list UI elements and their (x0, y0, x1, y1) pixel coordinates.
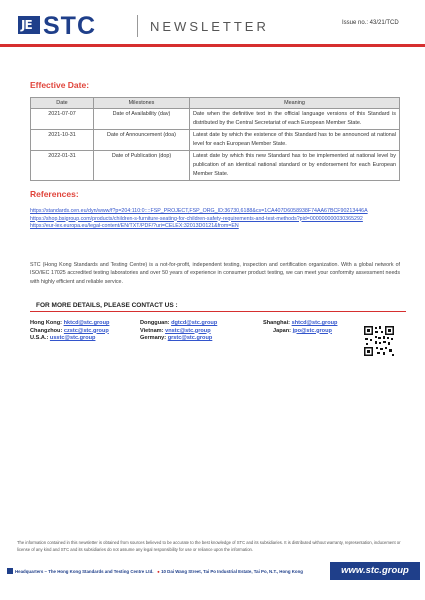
logo-mark: JE (21, 18, 32, 32)
table-row (31, 151, 400, 181)
email-link[interactable]: usstc@stc.group (49, 335, 96, 341)
contact-label: U.S.A.: (30, 335, 49, 341)
headquarters-address: 10 Dai Wang Street, Tai Po Industrial Estate, Tai Po, N.T., Hong Kong (161, 569, 303, 574)
contact-label: Changzhou: (30, 327, 63, 334)
stc-logo-icon (18, 16, 40, 34)
meaning-cell: Latest date by which this new Standard has to be implemented at national level by publication of an identical national standard or by endorsement for each European Member State. (190, 151, 400, 181)
contact-label: Dongguan: (140, 320, 170, 326)
header-rule (0, 44, 425, 47)
footer-address-line (15, 569, 303, 574)
email-link[interactable]: jpo@stc.group (292, 327, 332, 334)
references-heading: References: (30, 189, 79, 199)
table-row (31, 109, 400, 130)
contact-label: Germany: (140, 335, 167, 341)
qr-code-icon[interactable] (363, 325, 395, 357)
disclaimer-text: The information contained in this newsletter is obtained from sources believed to be accurate to the best knowledge of STC and its subsidiaries. It is distributed without warranty, representation, inducement or license of any kind and STC and its subsidiaries do not assume any legal responsibility for use or reliance upon the information. (17, 540, 401, 552)
effective-date-table (30, 97, 400, 181)
milestone-cell: Date of Publication (dop) (94, 151, 190, 181)
location-pin-icon: ● (157, 569, 160, 574)
date-cell: 2021-10-31 (31, 130, 94, 151)
website-link[interactable]: www.stc.group (330, 562, 420, 580)
headquarters-name: – The Hong Kong Standards and Testing Centre Ltd. (43, 569, 154, 574)
headquarters-label: Headquarters (15, 569, 44, 574)
email-link[interactable]: czstc@stc.group (63, 327, 109, 334)
contact-label: Vietnam: (140, 327, 164, 334)
contact-label: Hong Kong: (30, 320, 62, 326)
meaning-cell: Latest date by which the existence of this Standard has to be announced at national level for each European Member State. (190, 130, 400, 151)
logo-text: STC (43, 12, 96, 40)
reference-link[interactable]: https://standards.cen.eu/dyn/www/f?p=204:110:0::::FSP_PROJECT,FSP_ORG_ID:36730,6188&cs=1CA407D6058938F74AA67BCF90213446A (30, 208, 368, 214)
milestone-cell: Date of Announcement (doa) (94, 130, 190, 151)
email-link[interactable]: hktcd@stc.group (63, 320, 110, 326)
table-header-row (31, 98, 400, 109)
header-divider (137, 15, 138, 37)
issue-number: Issue no.: 43/21/TCD (342, 20, 399, 26)
column-header: Date (31, 98, 94, 109)
email-link[interactable]: grstc@stc.group (167, 335, 213, 341)
table-row (31, 130, 400, 151)
reference-link[interactable]: https://shop.bsigroup.com/products/children-s-furniture-seating-for-children-safety-requirements-and-test-methods?pid=000000000030365292 (30, 215, 363, 222)
date-cell: 2022-01-31 (31, 151, 94, 181)
contact-label: Shanghai: (263, 320, 291, 326)
newsletter-title: NEWSLETTER (150, 19, 269, 34)
reference-links (30, 208, 400, 231)
effective-date-heading: Effective Date: (30, 80, 90, 90)
reference-link[interactable]: https://eur-lex.europa.eu/legal-content/EN/TXT/PDF/?uri=CELEX:32013D0121&from=EN (30, 223, 239, 229)
newsletter-header (0, 0, 425, 44)
meaning-cell: Date when the definitive text in the official language versions of this Standard is distributed by the Central Secretariat of each European Member State. (190, 109, 400, 130)
email-link[interactable]: shtcd@stc.group (291, 320, 338, 326)
contact-label: Japan: (273, 327, 292, 334)
contact-column-1 (30, 320, 109, 343)
email-link[interactable]: dgtcd@stc.group (171, 320, 218, 326)
contact-heading: FOR MORE DETAILS, PLEASE CONTACT US : (30, 302, 406, 312)
contact-column-3 (263, 320, 337, 335)
column-header: Milestones (94, 98, 190, 109)
about-stc-paragraph: STC (Hong Kong Standards and Testing Centre) is a not-for-profit, independent testing, inspection and certification organization. With a global network of ISO/IEC 17025 accredited testing laboratories and over 50 years of experience in consumer product testing, we can meet your conformity assessment needs with highly efficient and reliable service. (30, 262, 400, 285)
milestone-cell: Date of Availability (dav) (94, 109, 190, 130)
email-link[interactable]: vnstc@stc.group (165, 327, 211, 334)
date-cell: 2021-07-07 (31, 109, 94, 130)
contact-column-2 (140, 320, 217, 343)
column-header: Meaning (190, 98, 400, 109)
